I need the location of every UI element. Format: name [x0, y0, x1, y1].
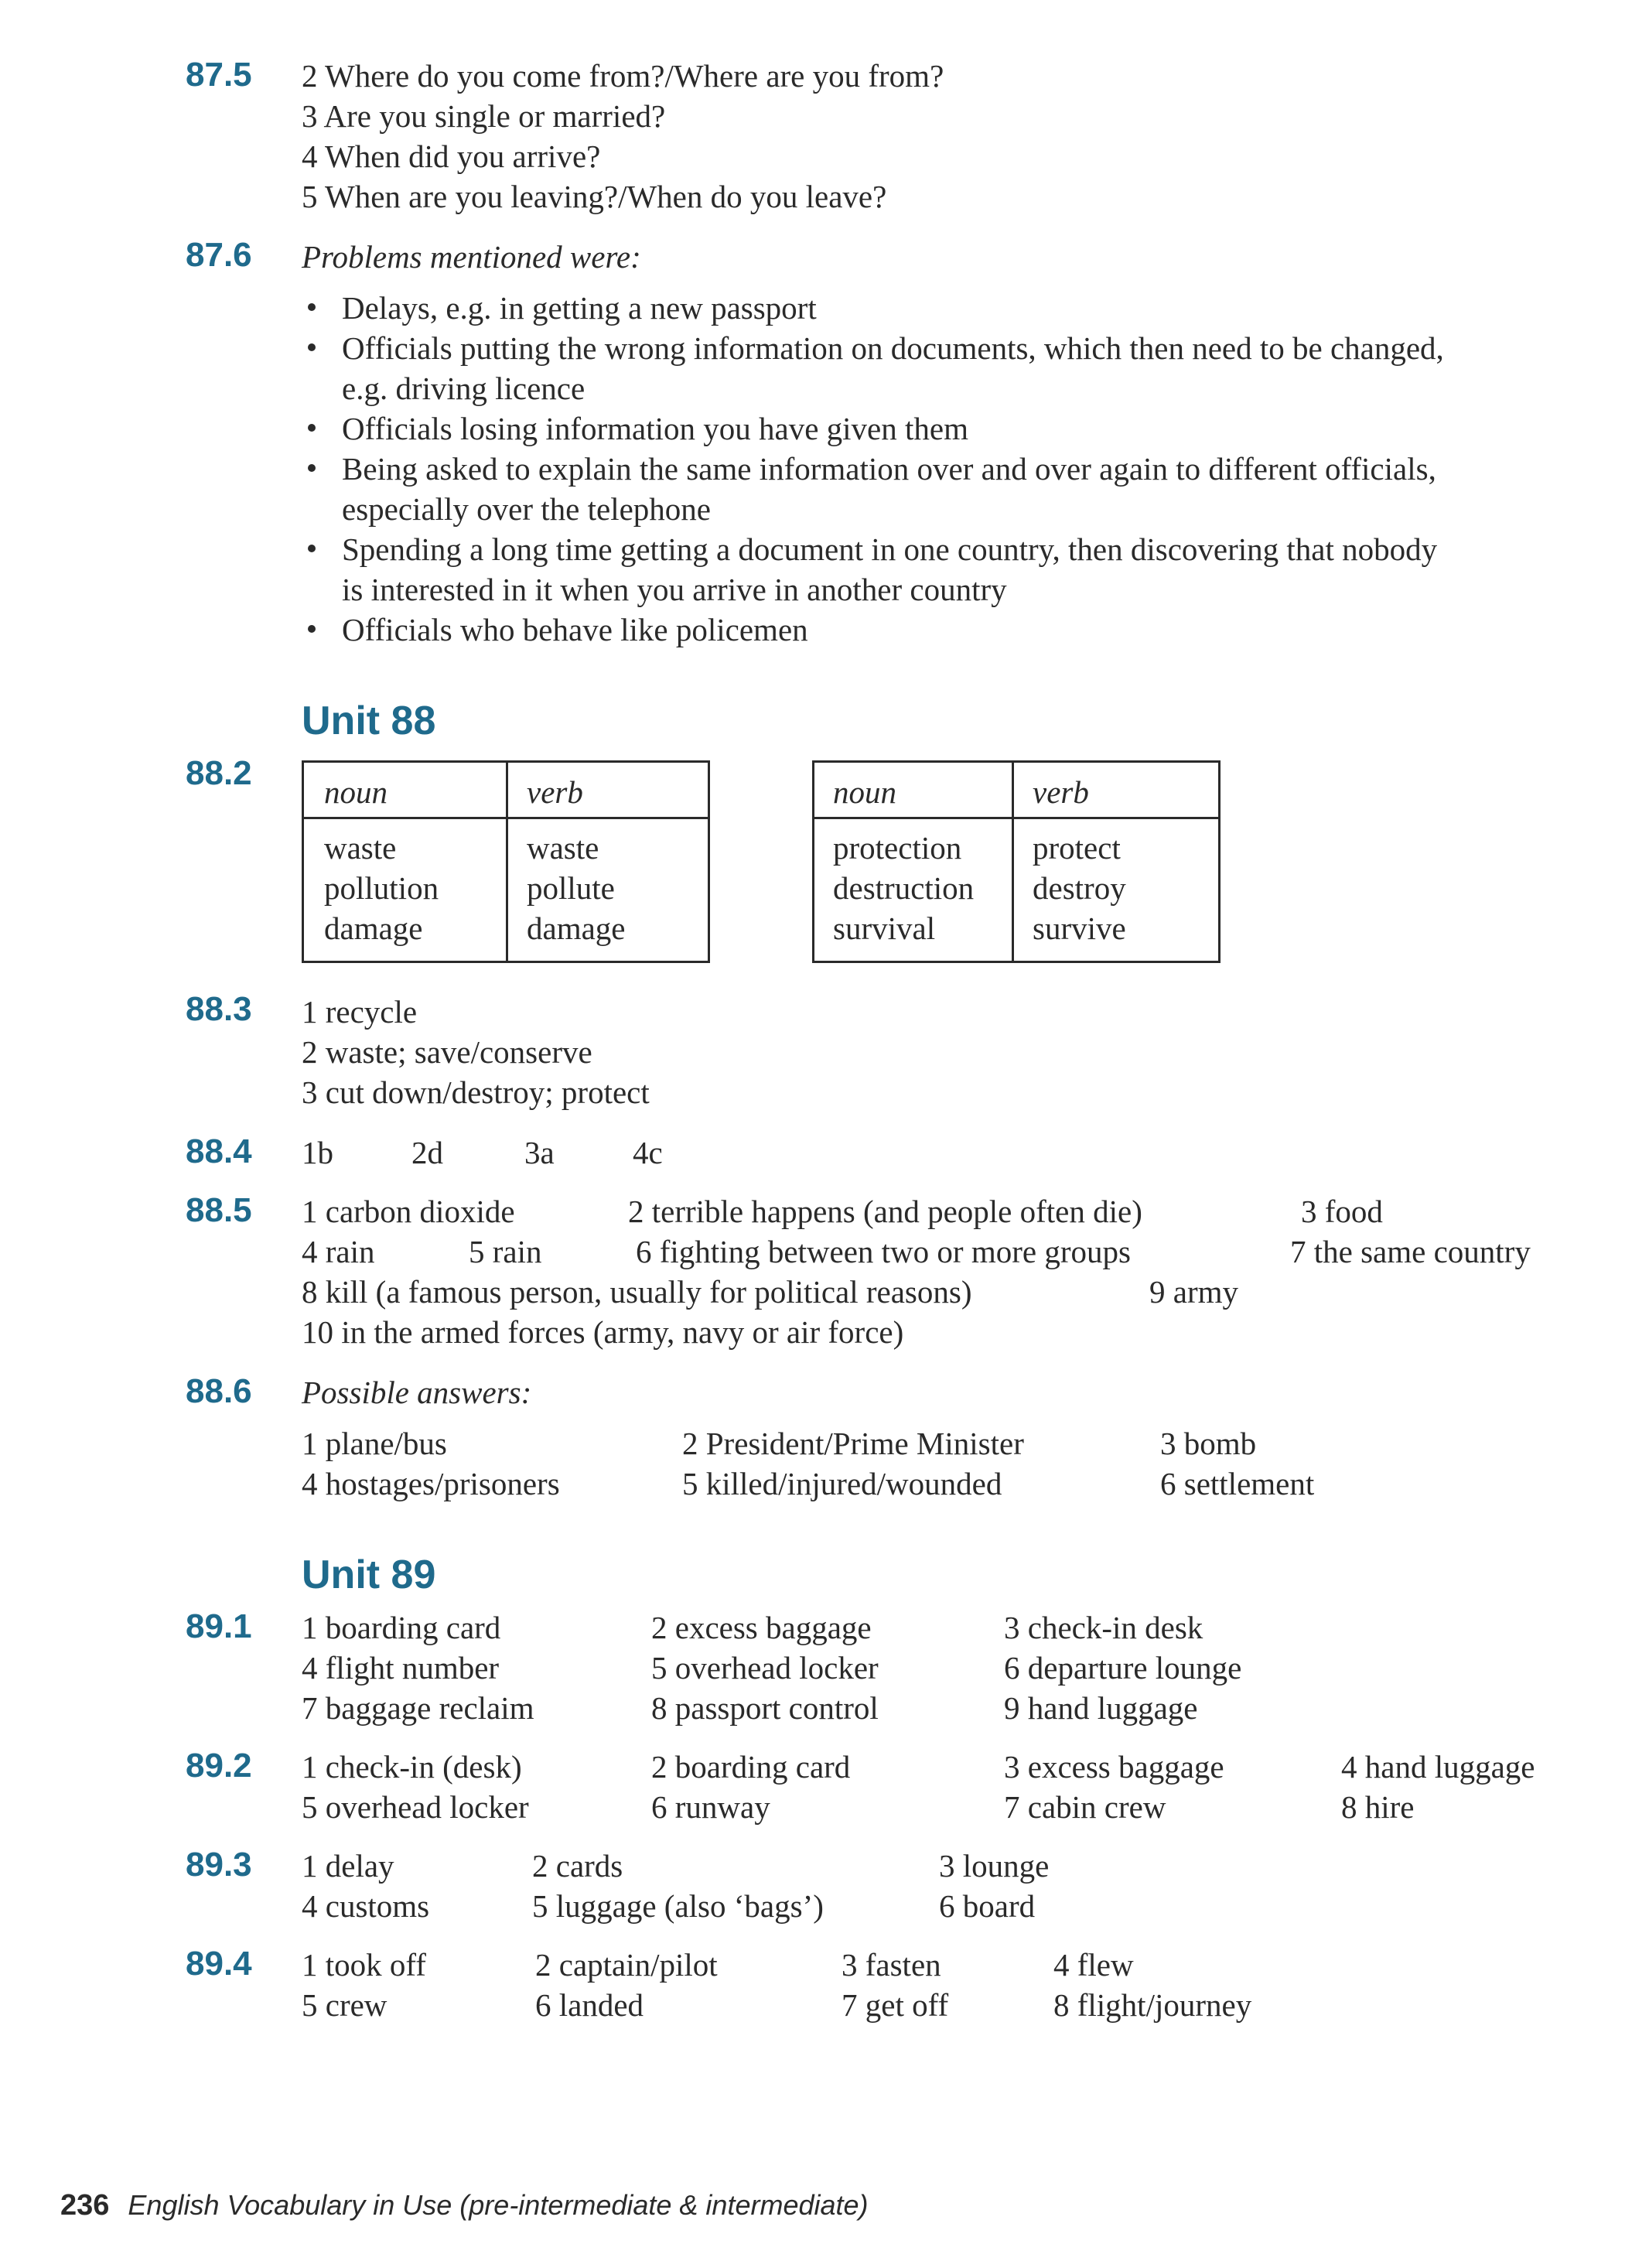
- answer-item: 6 settlement: [1160, 1466, 1315, 1501]
- bullet-text: e.g. driving licence: [342, 371, 586, 406]
- answer-item: 4 flew: [1053, 1947, 1134, 1983]
- answer-item: 4 customs: [302, 1888, 430, 1924]
- table-cell: pollution: [324, 870, 439, 906]
- answer-line: 2 waste; save/conserve: [302, 1034, 592, 1070]
- exercise-number: 88.5: [186, 1191, 252, 1229]
- noun-verb-table: [812, 760, 1221, 963]
- answer-item: 5 killed/injured/wounded: [682, 1466, 1002, 1501]
- table-cell: survival: [833, 910, 936, 946]
- bullet-text: Spending a long time getting a document in one country, then discovering that nobody: [342, 531, 1438, 567]
- bullet-icon: [308, 625, 316, 633]
- exercise-number: 89.2: [186, 1747, 252, 1785]
- bullet-text: Being asked to explain the same information over and over again to different officials,: [342, 451, 1436, 487]
- bullet-icon: [308, 545, 316, 552]
- table-header: noun: [324, 774, 387, 810]
- table-cell: damage: [324, 910, 423, 946]
- answer-item: 3 lounge: [939, 1848, 1050, 1884]
- answer-item: 1 carbon dioxide: [302, 1194, 515, 1229]
- answer-item: 8 hire: [1341, 1789, 1415, 1825]
- table-cell: survive: [1033, 910, 1126, 946]
- answer-item: 1 check-in (desk): [302, 1749, 522, 1785]
- answer-item: 4 hand luggage: [1341, 1749, 1535, 1785]
- answer-item: 4 hostages/prisoners: [302, 1466, 560, 1501]
- answer-item: 4 flight number: [302, 1650, 500, 1686]
- answer-line: 3 cut down/destroy; protect: [302, 1074, 650, 1110]
- answer-item: 5 overhead locker: [651, 1650, 879, 1686]
- answer-item: 5 luggage (also ‘bags’): [532, 1888, 824, 1924]
- bullet-icon: [308, 343, 316, 351]
- answer-line: 2 Where do you come from?/Where are you from?: [302, 58, 944, 94]
- table-cell: destroy: [1033, 870, 1126, 906]
- book-title: English Vocabulary in Use (pre-intermediate & intermediate): [128, 2189, 869, 2221]
- answer-item: 3 excess baggage: [1004, 1749, 1224, 1785]
- bullet-icon: [308, 303, 316, 311]
- column-divider: [506, 763, 508, 961]
- answer-item: 4c: [633, 1135, 663, 1170]
- exercise-number: 89.3: [186, 1846, 252, 1884]
- answer-line: 5 When are you leaving?/When do you leave?: [302, 179, 887, 214]
- answer-item: 2 captain/pilot: [535, 1947, 718, 1983]
- page-footer: [60, 2189, 869, 2222]
- bullet-text: Officials losing information you have given them: [342, 411, 968, 446]
- table-cell: protection: [833, 830, 962, 866]
- exercise-number: 87.5: [186, 56, 252, 94]
- answer-item: 3 check-in desk: [1004, 1610, 1203, 1645]
- answer-item: 6 runway: [651, 1789, 770, 1825]
- bullet-icon: [308, 424, 316, 432]
- answer-item: 2 cards: [532, 1848, 623, 1884]
- answer-line: 4 When did you arrive?: [302, 138, 601, 174]
- table-cell: destruction: [833, 870, 975, 906]
- exercise-number: 88.4: [186, 1132, 252, 1170]
- column-divider: [1012, 763, 1014, 961]
- intro-text: Possible answers:: [302, 1375, 532, 1410]
- answer-item: 9 hand luggage: [1004, 1690, 1198, 1726]
- bullet-text: Officials who behave like policemen: [342, 612, 808, 647]
- answer-item: 8 passport control: [651, 1690, 879, 1726]
- bullet-text: is interested in it when you arrive in another country: [342, 572, 1007, 607]
- table-cell: protect: [1033, 830, 1121, 866]
- answer-item: 6 departure lounge: [1004, 1650, 1242, 1686]
- intro-text: Problems mentioned were:: [302, 239, 641, 275]
- table-cell: waste: [324, 830, 397, 866]
- bullet-text: Delays, e.g. in getting a new passport: [342, 290, 817, 326]
- answer-item: 7 get off: [842, 1987, 949, 2023]
- table-header: verb: [1033, 774, 1089, 810]
- table-header: noun: [833, 774, 896, 810]
- answer-item: 2 terrible happens (and people often die): [628, 1194, 1142, 1229]
- answer-item: 6 landed: [535, 1987, 644, 2023]
- exercise-number: 89.1: [186, 1607, 252, 1645]
- table-cell: waste: [527, 830, 599, 866]
- answer-item: 3a: [524, 1135, 555, 1170]
- exercise-number: 89.4: [186, 1945, 252, 1983]
- answer-item: 8 flight/journey: [1053, 1987, 1252, 2023]
- exercise-number: 87.6: [186, 236, 252, 274]
- answer-item: 7 the same country: [1290, 1234, 1531, 1269]
- answer-item: 1 took off: [302, 1947, 426, 1983]
- answer-item: 1 boarding card: [302, 1610, 501, 1645]
- exercise-number: 88.6: [186, 1372, 252, 1410]
- answer-item: 3 bomb: [1160, 1426, 1257, 1461]
- table-header: verb: [527, 774, 583, 810]
- table-cell: damage: [527, 910, 626, 946]
- answer-item: 5 rain: [469, 1234, 542, 1269]
- answer-item: 5 overhead locker: [302, 1789, 529, 1825]
- answer-item: 6 board: [939, 1888, 1036, 1924]
- answer-item: 2 boarding card: [651, 1749, 851, 1785]
- answer-item: 4 rain: [302, 1234, 375, 1269]
- answer-item: 6 fighting between two or more groups: [636, 1234, 1131, 1269]
- answer-item: 2d: [411, 1135, 443, 1170]
- answer-item: 2 excess baggage: [651, 1610, 872, 1645]
- bullet-icon: [308, 464, 316, 472]
- answer-item: 3 food: [1301, 1194, 1383, 1229]
- answer-item: 2 President/Prime Minister: [682, 1426, 1024, 1461]
- answer-item: 7 cabin crew: [1004, 1789, 1166, 1825]
- answer-item: 10 in the armed forces (army, navy or air force): [302, 1314, 904, 1350]
- bullet-text: especially over the telephone: [342, 491, 711, 527]
- answer-item: 8 kill (a famous person, usually for political reasons): [302, 1274, 972, 1310]
- answer-item: 9 army: [1149, 1274, 1238, 1310]
- bullet-text: Officials putting the wrong information on documents, which then need to be changed,: [342, 330, 1444, 366]
- answer-line: 1 recycle: [302, 994, 418, 1030]
- noun-verb-table: [302, 760, 710, 963]
- exercise-number: 88.2: [186, 754, 252, 792]
- answer-item: 1 plane/bus: [302, 1426, 447, 1461]
- answer-item: 1b: [302, 1135, 333, 1170]
- unit-heading: Unit 89: [302, 1552, 436, 1597]
- answer-line: 3 Are you single or married?: [302, 98, 666, 134]
- page-number: 236: [60, 2189, 110, 2222]
- answer-item: 3 fasten: [842, 1947, 941, 1983]
- answer-item: 1 delay: [302, 1848, 394, 1884]
- answer-item: 7 baggage reclaim: [302, 1690, 534, 1726]
- answer-item: 5 crew: [302, 1987, 387, 2023]
- table-cell: pollute: [527, 870, 615, 906]
- unit-heading: Unit 88: [302, 699, 436, 743]
- exercise-number: 88.3: [186, 990, 252, 1028]
